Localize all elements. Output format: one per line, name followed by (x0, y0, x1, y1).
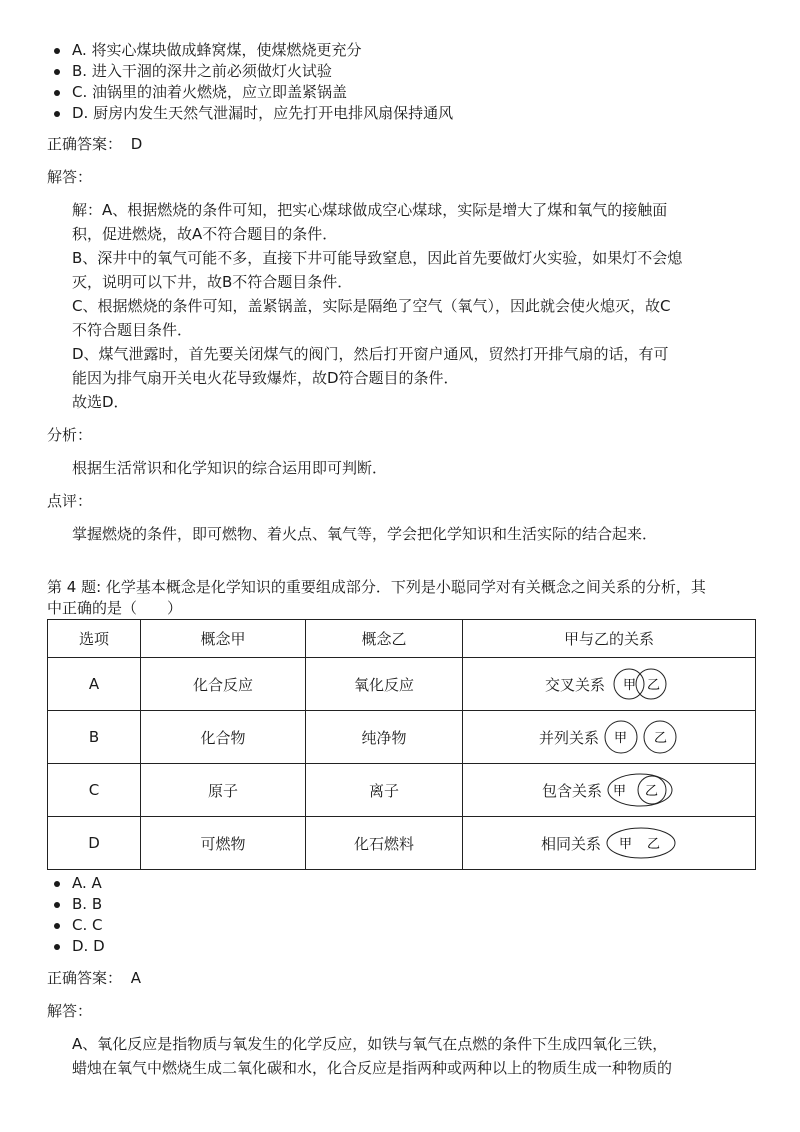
contain-venn-diagram (606, 772, 676, 808)
q3-solution-line: 积，促进燃烧，故A不符合题目的条件． (72, 225, 338, 243)
table-row (48, 711, 756, 764)
table-header-cell: 概念乙 (306, 620, 463, 658)
table-cell-option: C (48, 764, 141, 817)
separate-venn-diagram (603, 719, 679, 755)
q3-solution-line: 能因为排气扇开关电火花导致爆炸，故D符合题目的条件． (72, 369, 459, 387)
q3-option-b: B. 进入干涸的深井之前必须做灯火试验 (72, 61, 453, 82)
table-row (48, 658, 756, 711)
q3-option-d: D. 厨房内发生天然气泄漏时，应先打开电排风扇保持通风 (72, 104, 454, 122)
table-row (48, 817, 756, 870)
q4-option-list (72, 873, 105, 957)
circle-label-yi: 乙 (654, 731, 668, 746)
q4-option-b: B. B (72, 894, 105, 915)
q3-option-list (72, 40, 453, 124)
q3-comment-label: 点评： (47, 492, 93, 510)
relation-label: 交叉关系 (544, 675, 605, 694)
table-header-cell: 选项 (48, 620, 141, 658)
overlap-venn-diagram (609, 667, 673, 701)
circle-label-jia: 甲 (623, 678, 637, 693)
q3-solution-line: D、煤气泄露时，首先要关闭煤气的阀门，然后打开窗户通风，贸然打开排气扇的话，有可 (72, 345, 669, 363)
q3-option-a: A. 将实心煤块做成蜂窝煤，使煤燃烧更充分 (72, 40, 453, 61)
relation-label: 相同关系 (540, 834, 601, 853)
q3-solution-line: 解：A、根据燃烧的条件可知，把实心煤球做成空心煤球，实际是增大了煤和氧气的接触面 (72, 201, 668, 219)
table-cell-relation (463, 817, 756, 870)
q3-solution-line: 故选D． (72, 393, 129, 411)
q4-answer (47, 967, 141, 989)
q3-analysis-label: 分析： (47, 426, 93, 444)
q3-solution-line: 不符合题目条件． (72, 321, 193, 339)
q3-solution-line: C、根据燃烧的条件可知，盖紧锅盖，实际是隔绝了空气（氧气），因此就会使火熄灭，故C (72, 297, 671, 315)
table-header-cell: 甲与乙的关系 (463, 620, 756, 658)
q3-analysis-text: 根据生活常识和化学知识的综合运用即可判断． (72, 459, 388, 477)
q4-solution-line: A、氧化反应是指物质与氧发生的化学反应，如铁与氧气在点燃的条件下生成四氧化三铁， (72, 1035, 668, 1053)
q3-option-c: C. 油锅里的油着火燃烧，应立即盖紧锅盖 (72, 82, 453, 103)
table-cell-concept-a: 原子 (141, 764, 306, 817)
q4-option-c: C. C (72, 915, 105, 936)
q4-option-d: D. D (72, 937, 105, 955)
table-cell-concept-b: 氧化反应 (306, 658, 463, 711)
circle-label-yi: 乙 (645, 784, 659, 799)
q4-solution-line: 蜡烛在氧气中燃烧生成二氧化碳和水，化合反应是指两种或两种以上的物质生成一种物质的 (72, 1059, 673, 1077)
q3-comment-text: 掌握燃烧的条件，即可燃物、着火点、氧气等，学会把化学知识和生活实际的结合起来． (72, 525, 658, 543)
table-header-row (48, 620, 756, 658)
table-row (48, 764, 756, 817)
same-venn-diagram (605, 826, 677, 860)
q4-option-a: A. A (72, 873, 105, 894)
table-cell-concept-a: 可燃物 (141, 817, 306, 870)
q3-solution-line: B、深井中的氧气可能不多，直接下井可能导致窒息，因此首先要做灯火实验，如果灯不会熄 (72, 249, 683, 267)
table-cell-option: B (48, 711, 141, 764)
q3-answer-value: D (130, 135, 143, 153)
circle-label-yi: 乙 (647, 678, 661, 693)
q4-stem-line1: 第 4 题: 化学基本概念是化学知识的重要组成部分．下列是小聪同学对有关概念之间关系的分析，其 (47, 578, 706, 596)
circle-label-jia: 甲 (619, 837, 633, 852)
table-cell-concept-b: 化石燃料 (306, 817, 463, 870)
circle-label-jia: 甲 (613, 784, 627, 799)
circle-label-yi: 乙 (647, 837, 661, 852)
table-header-cell: 概念甲 (141, 620, 306, 658)
table-cell-relation (463, 658, 756, 711)
q3-answer (47, 133, 142, 155)
relation-label: 包含关系 (541, 781, 602, 800)
q4-solution-label: 解答： (47, 1002, 93, 1020)
table-cell-relation (463, 711, 756, 764)
q4-answer-label: 正确答案： (47, 969, 123, 987)
table-cell-concept-b: 纯净物 (306, 711, 463, 764)
table-cell-concept-a: 化合反应 (141, 658, 306, 711)
q3-solution-line: 灭，说明可以下井，故B不符合题目条件． (72, 273, 353, 291)
circle-label-jia: 甲 (614, 731, 628, 746)
q4-concept-table (47, 619, 756, 870)
q4-stem-line2: 中正确的是（ ） (47, 599, 183, 617)
q4-answer-value: A (130, 969, 142, 987)
relation-label: 并列关系 (538, 728, 599, 747)
table-cell-option: A (48, 658, 141, 711)
table-cell-option: D (48, 817, 141, 870)
q3-solution-label: 解答： (47, 168, 93, 186)
table-cell-concept-a: 化合物 (141, 711, 306, 764)
table-cell-relation (463, 764, 756, 817)
q3-answer-label: 正确答案： (47, 135, 123, 153)
table-cell-concept-b: 离子 (306, 764, 463, 817)
